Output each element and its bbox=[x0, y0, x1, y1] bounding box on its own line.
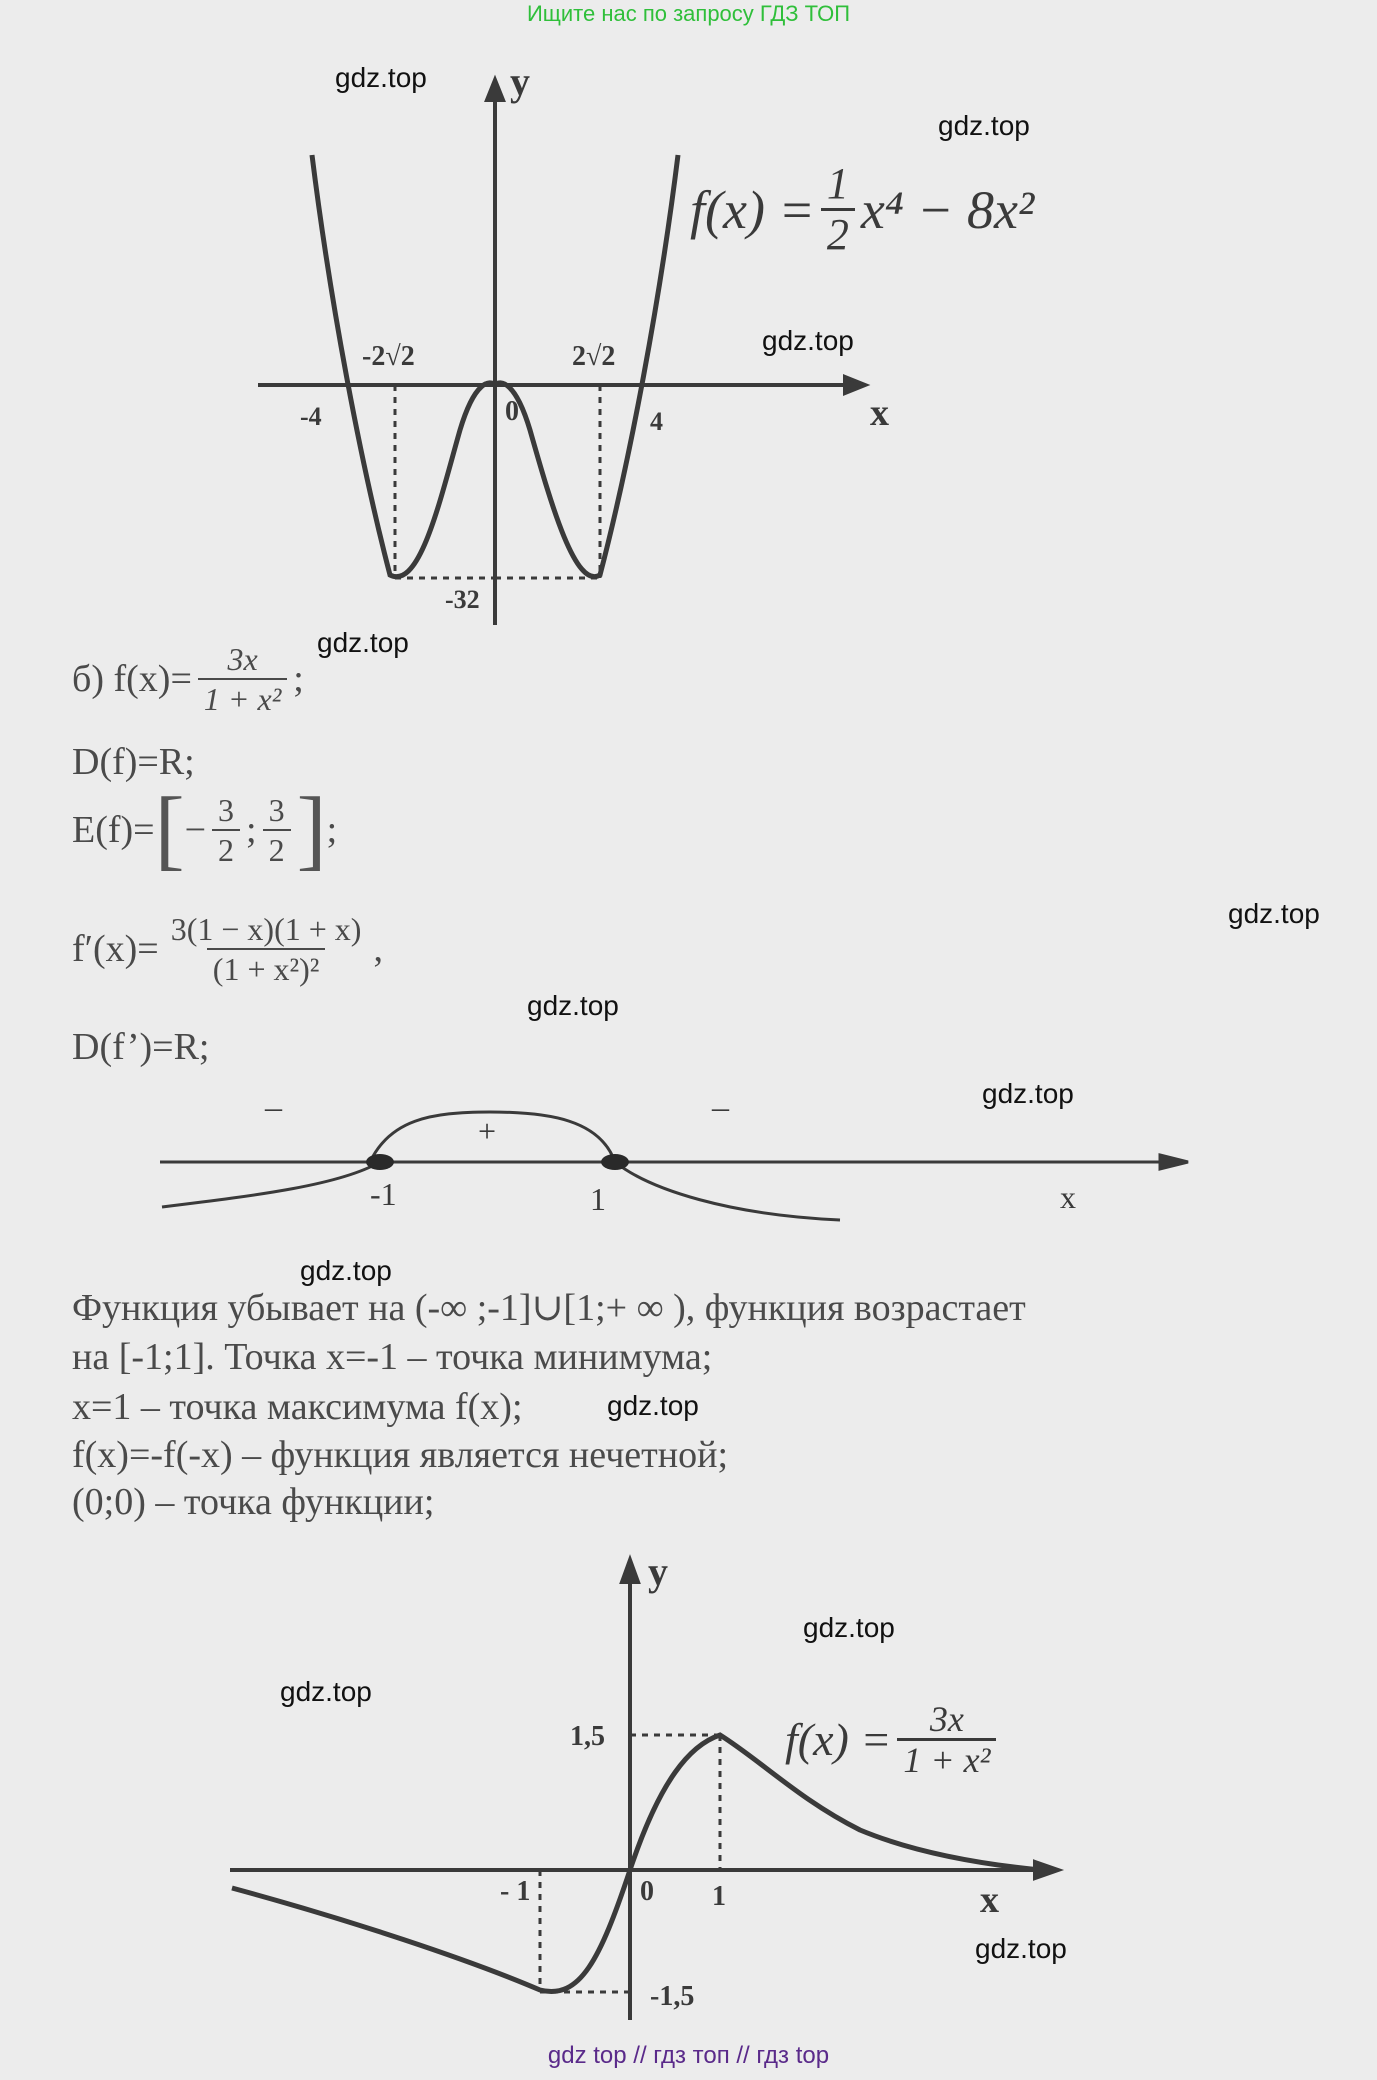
sign-left: – bbox=[265, 1090, 282, 1126]
x-axis-arrow bbox=[845, 377, 865, 393]
tick-label-neg4: -4 bbox=[300, 402, 322, 431]
graph-quartic bbox=[240, 55, 1080, 635]
derivative-prefix: f′(x)= bbox=[72, 928, 159, 970]
sign-curve-right bbox=[615, 1162, 840, 1220]
tick-label-zero: 0 bbox=[505, 396, 519, 427]
analysis-line-3: x=1 – точка максимума f(x); bbox=[72, 1386, 523, 1428]
watermark: gdz.top bbox=[982, 1078, 1074, 1109]
footer-links[interactable]: gdz top // гдз топ // гдз top bbox=[547, 2042, 830, 2069]
formula-rational-num: 3x bbox=[929, 1699, 964, 1739]
range-separator: ; bbox=[246, 809, 257, 851]
function-definition bbox=[72, 640, 304, 718]
range-pos-den: 2 bbox=[263, 829, 291, 869]
range-pos-fraction bbox=[263, 791, 291, 869]
derivative-domain-line: D(f’)=R; bbox=[72, 1026, 210, 1068]
tick-label-max: 1,5 bbox=[570, 1721, 605, 1752]
range-neg-num: 3 bbox=[218, 792, 235, 828]
watermark: gdz.top bbox=[300, 1255, 392, 1286]
sign-right: – bbox=[712, 1090, 729, 1126]
formula-lhs: f(x) = bbox=[690, 179, 815, 240]
range-pos-num: 3 bbox=[268, 792, 285, 828]
analysis-line-5: (0;0) – точка функции; bbox=[72, 1481, 435, 1523]
search-banner[interactable]: Ищите нас по запросу ГДЗ ТОП bbox=[526, 1, 851, 26]
sign-axis-label: x bbox=[1060, 1179, 1076, 1215]
watermark: gdz.top bbox=[938, 110, 1030, 141]
range-neg-fraction bbox=[212, 791, 240, 869]
sign-curve-left bbox=[162, 1162, 380, 1207]
watermark: gdz.top bbox=[1228, 898, 1320, 929]
point-marker-right bbox=[601, 1154, 629, 1170]
derivative-fraction bbox=[165, 910, 368, 988]
right-bracket: ] bbox=[296, 780, 327, 879]
watermark: gdz.top bbox=[803, 1612, 895, 1643]
formula-rational-den: 1 + x² bbox=[897, 1738, 996, 1779]
y-axis-label-2: y bbox=[648, 1549, 668, 1594]
x-axis-label-2: x bbox=[980, 1879, 999, 1921]
formula-rhs: x⁴ − 8x² bbox=[860, 179, 1035, 240]
tick-label-pos4: 4 bbox=[650, 407, 663, 436]
derivative-suffix: , bbox=[373, 928, 383, 970]
watermark: gdz.top bbox=[975, 1933, 1067, 1964]
formula-num: 1 bbox=[826, 159, 849, 208]
domain-line: D(f)=R; bbox=[72, 741, 195, 783]
tick-label-neg-root: -2√2 bbox=[362, 341, 415, 372]
point-label-left: -1 bbox=[370, 1176, 397, 1212]
function-prefix: б) f(x)= bbox=[72, 658, 192, 700]
formula-rational-fraction bbox=[897, 1700, 996, 1779]
function-suffix: ; bbox=[293, 658, 304, 700]
range-prefix: E(f)= bbox=[72, 809, 155, 851]
formula-rational bbox=[785, 1700, 1002, 1779]
range-suffix: ; bbox=[326, 809, 338, 851]
tick-label-pos1: 1 bbox=[712, 1881, 726, 1912]
tick-label-pos-root: 2√2 bbox=[572, 341, 616, 372]
graph-rational bbox=[220, 1540, 1070, 2030]
formula-fraction bbox=[821, 160, 855, 259]
derivative-den: (1 + x²)² bbox=[207, 948, 326, 988]
left-bracket: [ bbox=[154, 780, 185, 879]
analysis-line-2: на [-1;1]. Точка x=-1 – точка минимума; bbox=[72, 1336, 713, 1378]
minus-sign: − bbox=[184, 809, 207, 851]
function-fraction bbox=[198, 640, 287, 718]
y-axis-arrow bbox=[487, 80, 503, 100]
formula-rational-lhs: f(x) = bbox=[785, 1714, 892, 1765]
tick-label-min: -32 bbox=[445, 585, 480, 614]
point-marker-left bbox=[366, 1154, 394, 1170]
analysis-line-4: f(x)=-f(-x) – функция является нечетной; bbox=[72, 1434, 729, 1476]
range-neg-den: 2 bbox=[212, 829, 240, 869]
watermark: gdz.top bbox=[335, 62, 427, 93]
function-num: 3x bbox=[227, 641, 258, 677]
sign-mid: + bbox=[478, 1113, 497, 1149]
point-label-right: 1 bbox=[590, 1181, 606, 1217]
derivative-num: 3(1 − x)(1 + x) bbox=[170, 911, 362, 947]
watermark: gdz.top bbox=[607, 1390, 699, 1421]
watermark: gdz.top bbox=[527, 990, 619, 1021]
watermark: gdz.top bbox=[762, 325, 854, 356]
analysis-line-1: Функция убывает на (-∞ ;-1]∪[1;+ ∞ ), функция возрастает bbox=[72, 1287, 1026, 1329]
watermark: gdz.top bbox=[317, 627, 409, 658]
y-axis-label: y bbox=[510, 59, 530, 104]
derivative-line bbox=[72, 910, 383, 988]
y-axis-arrow-2 bbox=[622, 1560, 638, 1582]
formula-quartic bbox=[690, 160, 1034, 259]
tick-label-zero-2: 0 bbox=[640, 1876, 654, 1907]
sign-axis-arrow bbox=[1160, 1155, 1188, 1169]
function-den: 1 + x² bbox=[198, 678, 287, 718]
tick-label-min-2: -1,5 bbox=[650, 1981, 695, 2012]
x-axis-label: x bbox=[870, 392, 889, 434]
formula-den: 2 bbox=[821, 208, 855, 259]
sign-chart bbox=[150, 1090, 1210, 1240]
range-line bbox=[72, 780, 338, 879]
watermark: gdz.top bbox=[280, 1676, 372, 1707]
tick-label-neg1: - 1 bbox=[500, 1876, 531, 1907]
